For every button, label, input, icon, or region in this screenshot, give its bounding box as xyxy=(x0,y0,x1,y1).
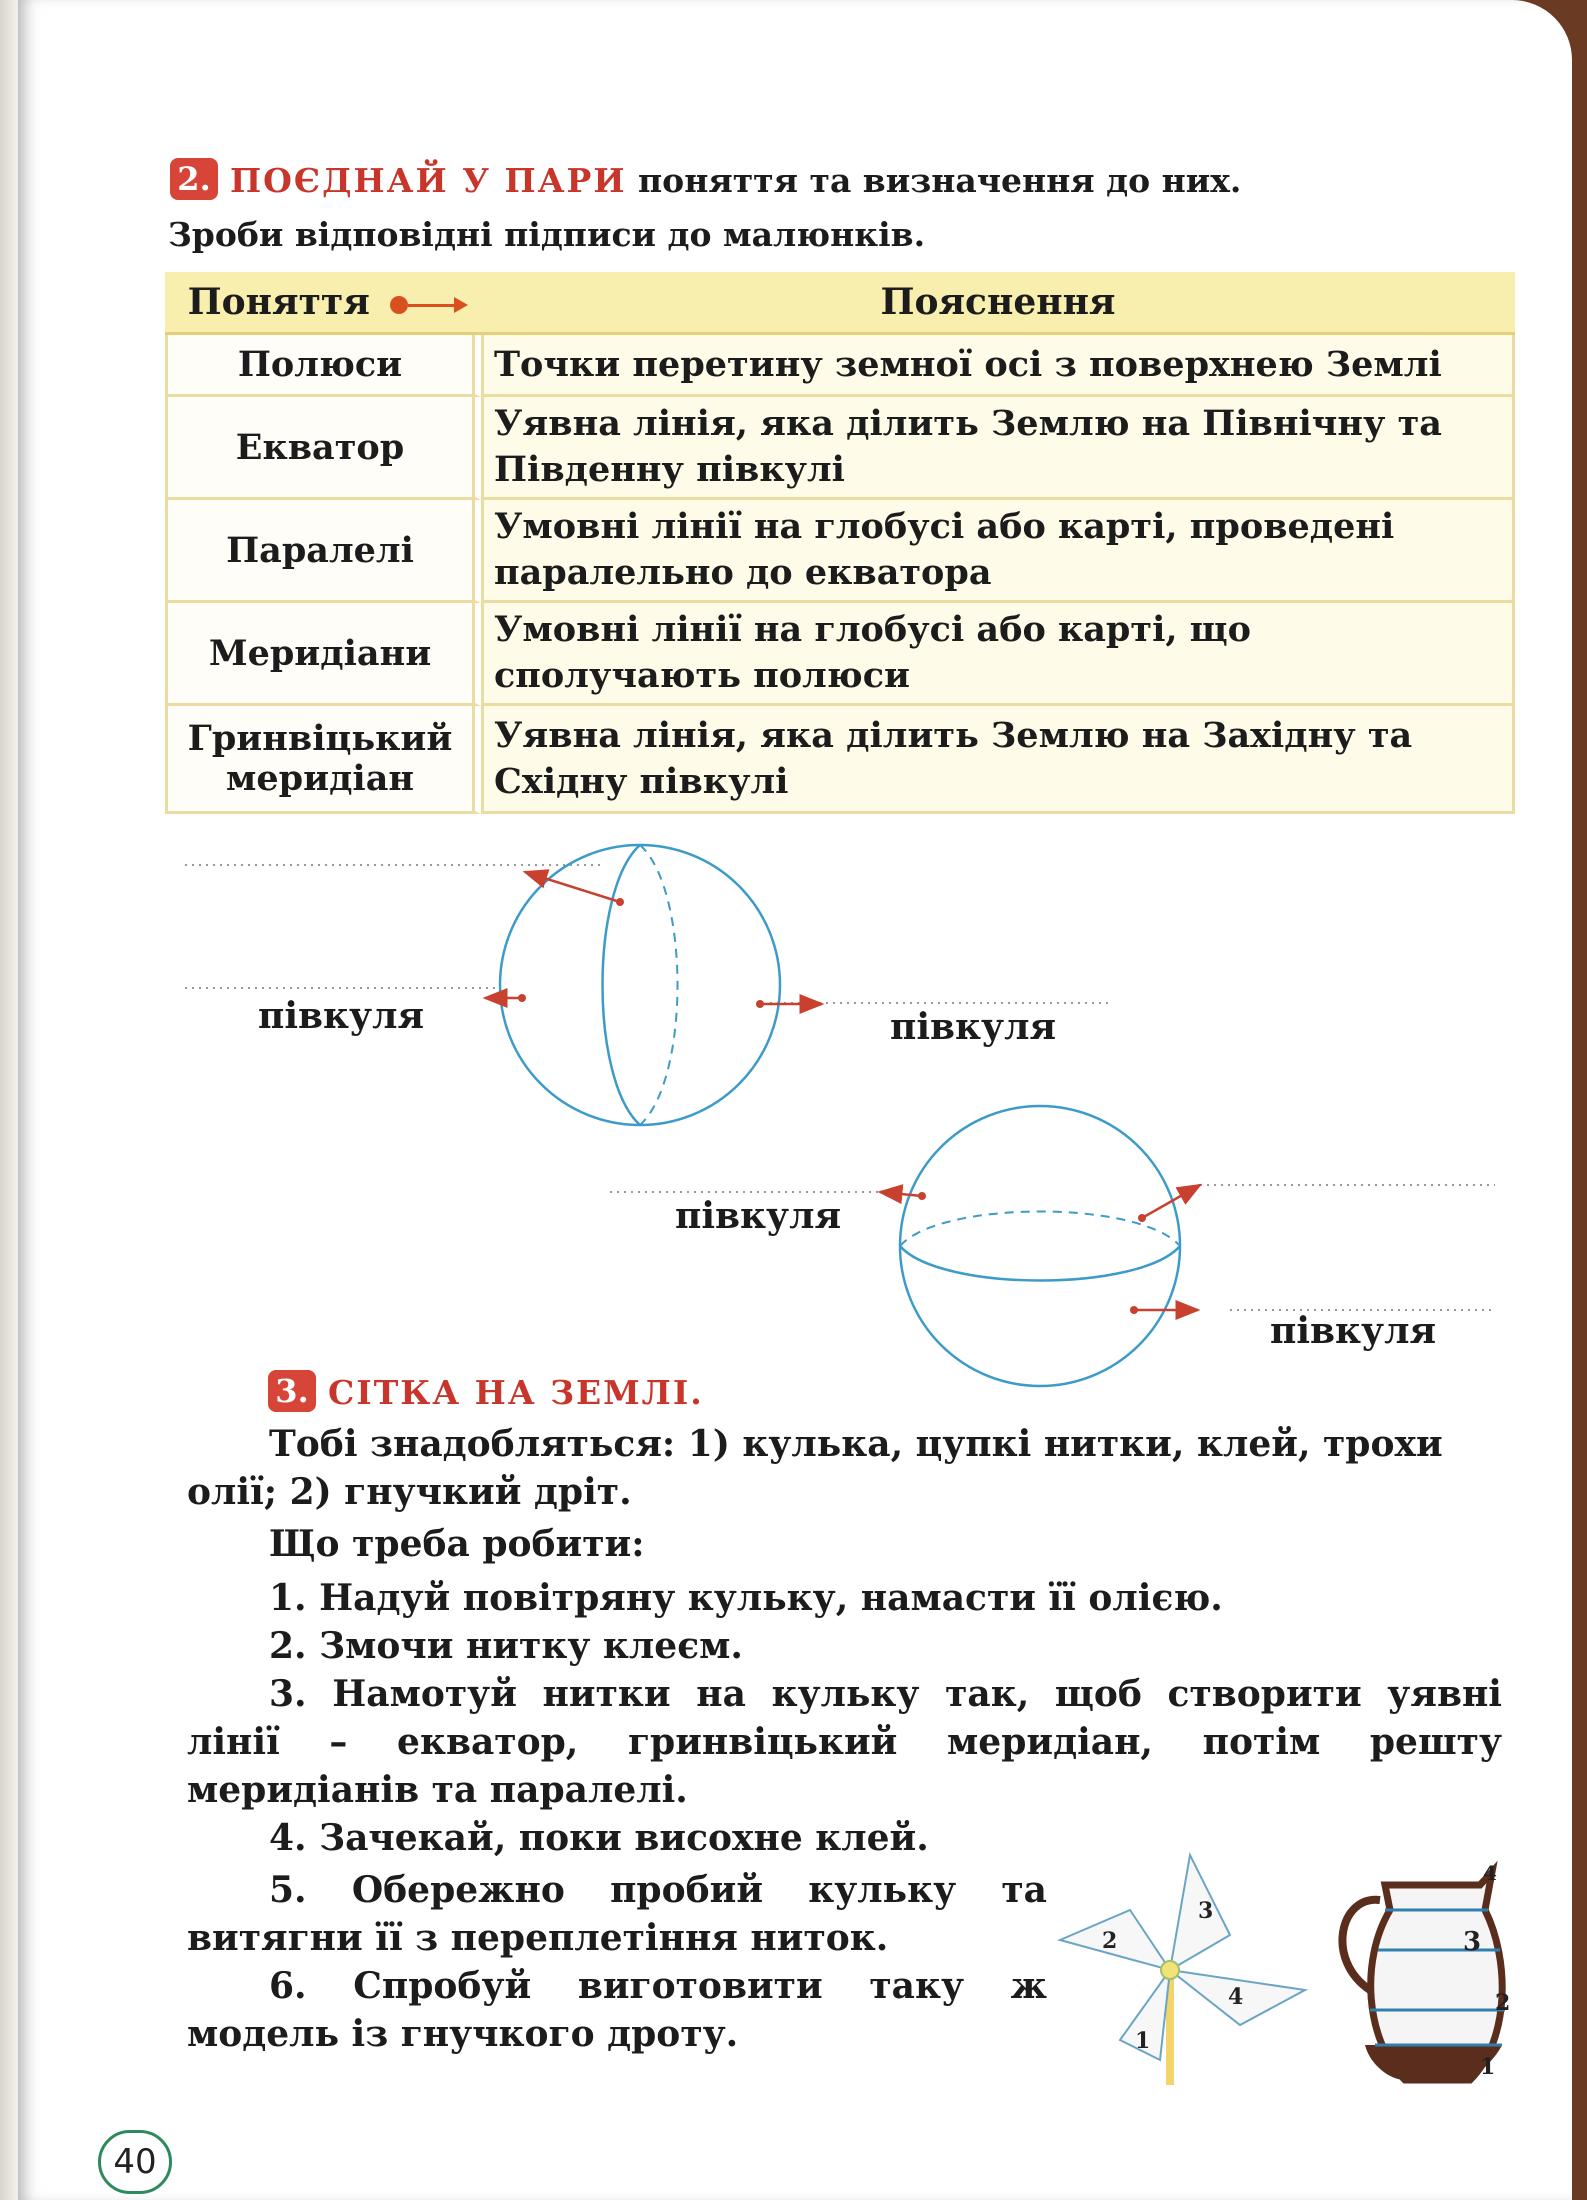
jug-label: 3 xyxy=(1463,1927,1482,1957)
matching-table xyxy=(165,272,1515,814)
globe-meridian-diagram xyxy=(485,845,822,1125)
hemisphere-label: півкуля xyxy=(1270,1310,1437,1352)
craft-illustrations xyxy=(1040,1840,1587,2090)
pinwheel-icon xyxy=(1060,1855,1305,2085)
step-item: 2. Змочи нитку клеєм. xyxy=(269,1625,743,1667)
table-row xyxy=(165,603,1515,706)
table-row xyxy=(165,706,1515,814)
step-item: 5. Обережно пробий кульку та витягни її з переплетіння ниток. xyxy=(187,1869,1047,1959)
jug-label: 4 xyxy=(1483,1861,1497,1885)
step-item: 4. Зачекай, поки висохне клей. xyxy=(269,1817,929,1859)
table-row xyxy=(165,335,1515,397)
task2-title-rest: поняття та визначення до них. xyxy=(638,161,1242,200)
task3-steps-top xyxy=(187,1574,1502,1862)
term-cell: Екватор xyxy=(165,397,481,500)
pinwheel-label: 1 xyxy=(1135,2028,1151,2054)
task3-materials xyxy=(187,1420,1502,1568)
task2-title-line2: Зроби відповідні підписи до малюнків. xyxy=(168,215,926,254)
term-cell: Полюси xyxy=(165,335,481,397)
step-item: 6. Спробуй виготовити таку ж модель із гнучкого дроту. xyxy=(187,1965,1047,2055)
materials-label: Тобі знадобляться: xyxy=(269,1423,676,1465)
hemisphere-label: півкуля xyxy=(890,1006,1057,1048)
term-cell: Гринвіцький меридіан xyxy=(165,706,481,814)
explanation-cell: Точки перетину земної осі з поверхнею Землі xyxy=(481,335,1515,397)
table-row xyxy=(165,397,1515,500)
pinwheel-label: 3 xyxy=(1198,1898,1214,1924)
task3-steps-bottom xyxy=(187,1866,1047,2058)
step-item: 1. Надуй повітряну кульку, намасти її олією. xyxy=(269,1577,1223,1619)
pinwheel-label: 2 xyxy=(1102,1928,1118,1954)
explanation-cell: Уявна лінія, яка ділить Землю на Північну та Південну півкулі xyxy=(481,397,1515,500)
task2-title-highlight: ПОЄДНАЙ У ПАРИ xyxy=(230,161,627,200)
page-number: 40 xyxy=(98,2130,172,2194)
explanation-cell: Умовні лінії на глобусі або карті, проведені паралельно до екватора xyxy=(481,500,1515,603)
jug-label: 2 xyxy=(1495,1990,1511,2016)
header-term-label: Поняття xyxy=(187,281,370,323)
step-item: 3. Намотуй нитки на кульку так, щоб створити уявні лінії – екватор, гринвіцький меридіан, потім решту меридіанів та паралелі. xyxy=(187,1673,1502,1811)
hemisphere-diagrams xyxy=(0,830,1587,1390)
table-header-row xyxy=(165,272,1515,335)
explanation-cell: Умовні лінії на глобусі або карті, що сполучають полюси xyxy=(481,603,1515,706)
header-explanation: Пояснення xyxy=(481,272,1515,335)
materials-text: 1) кулька, цупкі нитки, клей, трохи олії; 2) гнучкий дріт. xyxy=(187,1423,1443,1513)
task2-title xyxy=(170,158,1241,204)
task2-number-badge: 2. xyxy=(170,158,218,200)
term-cell: Паралелі xyxy=(165,500,481,603)
jug-icon xyxy=(1342,1861,1510,2080)
arrow-pin-icon xyxy=(390,296,408,314)
task3-title xyxy=(268,1370,704,1416)
steps-label: Що треба робити: xyxy=(269,1523,645,1565)
table-row xyxy=(165,500,1515,603)
task3-number-badge: 3. xyxy=(268,1370,316,1412)
arrow-right-icon xyxy=(408,304,458,307)
explanation-cell: Уявна лінія, яка ділить Землю на Західну та Східну півкулі xyxy=(481,706,1515,814)
jug-label: 1 xyxy=(1480,2054,1496,2080)
globe-equator-diagram xyxy=(880,1106,1200,1386)
hemisphere-label: півкуля xyxy=(675,1195,842,1237)
hemisphere-label: півкуля xyxy=(258,995,425,1037)
term-cell: Меридіани xyxy=(165,603,481,706)
task3-title-text: СІТКА НА ЗЕМЛІ. xyxy=(328,1373,704,1412)
pinwheel-label: 4 xyxy=(1228,1984,1244,2010)
header-term xyxy=(165,272,481,335)
